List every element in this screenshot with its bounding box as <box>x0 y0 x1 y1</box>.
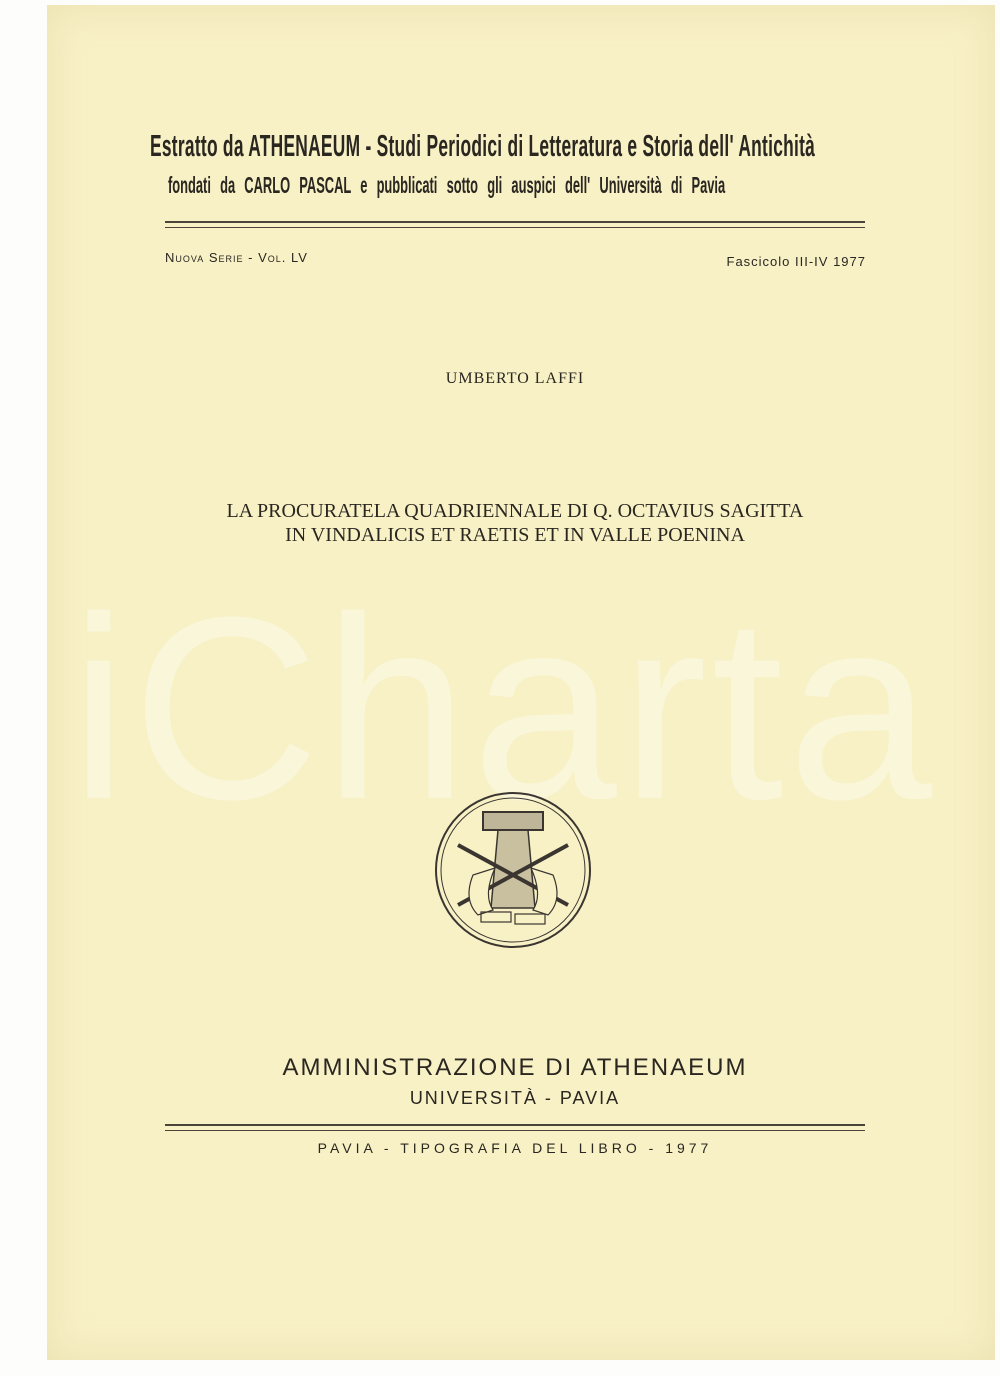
title-line-1: LA PROCURATELA QUADRIENNALE DI Q. OCTAVIUS SAGITTA <box>226 500 804 522</box>
title-line-2: IN VINDALICIS ET RAETIS ET IN VALLE POENINA <box>285 524 745 546</box>
header-line-2: fondati da CARLO PASCAL e pubblicati sotto gli auspici dell' Università di Pavia <box>168 172 726 198</box>
header-line-1: Estratto da ATHENAEUM - Studi Periodici di Letteratura e Storia dell' Antichità <box>150 128 816 163</box>
footer-divider <box>165 1124 865 1126</box>
author: UMBERTO LAFFI <box>445 370 585 387</box>
footer-divider-thin <box>165 1130 865 1131</box>
header-divider-thin <box>165 227 865 228</box>
watermark: iCharta <box>70 564 937 854</box>
issue-number: Fascicolo III-IV 1977 <box>726 254 866 269</box>
header-divider <box>165 221 865 223</box>
printer-line: PAVIA - TIPOGRAFIA DEL LIBRO - 1977 <box>317 1140 713 1156</box>
university-seal <box>433 790 593 950</box>
publisher-name: AMMINISTRAZIONE DI ATHENAEUM <box>282 1054 748 1081</box>
publisher-place: UNIVERSITÀ - PAVIA <box>409 1088 621 1108</box>
series-volume: Nuova Serie - Vol. LV <box>165 250 308 265</box>
